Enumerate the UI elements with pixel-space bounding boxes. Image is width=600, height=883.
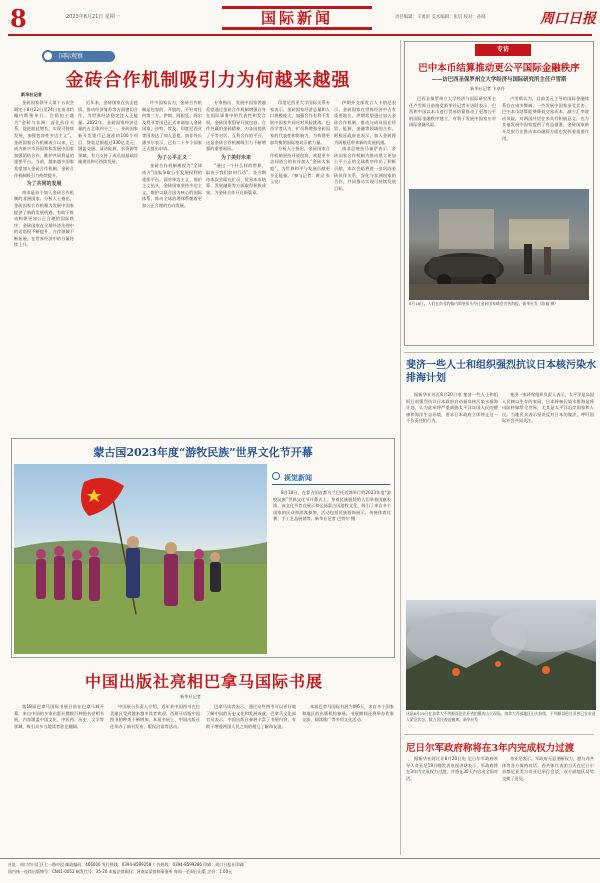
main-article-col-5 — [270, 100, 330, 435]
paragraph: 8月18日，在蒙古国首都乌兰巴托近郊举行的2023年度“游牧民族”世界文化节开幕式上，身着民族服装的人们举着国旗表演。该文化节旨在展示和弘扬蒙古国游牧文化，吸引了来自多个国家的民众和游客参加，活动包括民族服饰展示、传统体育比赛、手工艺品展销等。新华社记者 巴特尔 摄 — [273, 490, 391, 522]
festival-photo — [14, 464, 267, 654]
paragraph: 据新华社苏瓦8月20日电 斐济一些人士和组织日前强烈抗议日本政府启动福岛核污染水排海计划，认为此举将严重威胁太平洋岛国人民的健康和海洋生态环境，要求日本政府立即停止这一不负责任的行为。 — [406, 392, 498, 424]
visual-news-tag: 视觉新闻 — [284, 474, 312, 482]
visual-tag-underline — [272, 484, 390, 485]
festival-caption — [273, 490, 391, 650]
main-article-col-2 — [78, 100, 138, 435]
publishing-col-4 — [302, 704, 394, 854]
festival-photo-drawing — [14, 464, 267, 654]
paragraph: 斐济一家环保组织负责人表示，太平洋是岛国人民赖以生存的家园，日本将核污染水排海是将风险转嫁给全世界，尤其是太平洋沿岸国家和人民。当地民众表示坚决反对日本的做法，呼吁国际社会共同关注。 — [502, 392, 594, 424]
main-byline: 新华社记者 — [21, 92, 42, 97]
paragraph: 专家指出，发展中国家普遍希望通过金砖合作机制增强自身在国际事务中的代表性和发言权。金砖国家倡导开放包容、合作共赢的金砖精神，为各国提供了平等对话、互利合作的平台，这是金砖合作机制吸引力不断增强的重要原因。 — [206, 100, 266, 152]
eye-icon — [272, 472, 280, 480]
publishing-col-1 — [14, 704, 104, 854]
paragraph: 卢雪斯认为，目前美元主导的国际金融体系存在诸多弊端，一些发展中国家深受其害。巴中本币结算能够降低交易成本，减少汇率波动风险，对两国经贸往来具有积极意义，也为其他发展中国家提供了有益借鉴。金砖国家新开发银行在推动本币融资方面也发挥着重要作用。 — [502, 96, 589, 141]
issue-date: 2023年8月21日 星期一 — [66, 14, 120, 20]
footer-line-2: 国内统一连续出版物号：CN41-0052 邮发代号：35-20 本报法律顾问：河南某某律师事务所 每周一至周日出版 定价：1.00元 — [8, 868, 233, 874]
main-article-col-1 — [14, 100, 74, 435]
wildfire-photo-drawing — [406, 600, 596, 710]
wildfire-photo — [406, 600, 596, 710]
editor-credits: 责任编辑：辛勇滨 美术编辑：张培 校对：孙晓 — [395, 15, 486, 20]
page-number: 8 — [10, 4, 27, 33]
footer-line-1: 社址：周口市川汇区七一路中段 邮政编码：466000 发行热线：0394-8599258 广告热线：0394-8599286 印刷：周口日报社印刷厂 — [8, 862, 248, 867]
main-headline: 金砖合作机制吸引力为何越来越强 — [65, 70, 351, 91]
globe-icon — [42, 50, 54, 62]
section-divider — [404, 734, 594, 735]
publishing-headline: 中国出版社亮相巴拿马国际书展 — [84, 672, 323, 691]
paragraph: 许多国家认为，金砖合作机制是包容的、开放的，不针对任何第三方。伊朗、阿根廷、阿尔及利亚等国已正式申请加入金砖国家，沙特、埃及、印度尼西亚等国表达了加入意愿。南非外长潘多尔表示，已有二十多个国家正式提出申请。 — [142, 100, 202, 152]
niger-col-1 — [406, 756, 498, 854]
street-photo-caption: 8月18日，人们在南非约翰内斯堡街头经过金砖国家峰会宣传海报。新华社发（陈诚 摄） — [409, 301, 558, 306]
paragraph: 中国展台负责人介绍，近年来中国图书在拉美地区受到越来越多读者欢迎，西班牙语版中国图书的种类不断增加。本届书展上，中国出版社还举办了新书发布、版权洽谈等活动。 — [110, 704, 200, 729]
column-tag — [45, 51, 115, 62]
main-article-col-6 — [334, 100, 396, 435]
paragraph: 南非总统拉马福萨表示，金砖国家合作机制为推动建立更加公平公正的全球秩序作出了积极贡献，本次会晤将进一步巩固金砖伙伴关系，深化与非洲国家的合作，共同推动实现可持续发展目标。 — [334, 146, 396, 191]
subheading: 为了共同的发展 — [26, 181, 62, 188]
paragraph: 本届巴拿马国际书展为期6天，来自多个国家和地区的出版机构参展。书展期间还将举办作家交流、阅读推广等多项文化活动。 — [302, 704, 394, 723]
interview-headline: 巴中本币结算推动更公平国际金融秩序 — [418, 63, 580, 74]
interview-subheadline: ——访巴西圣保罗州立大学经济与国际研究所主任卢雪斯 — [431, 77, 567, 83]
subheading: 为了美好未来 — [220, 154, 251, 161]
paragraph: 第18届巴拿马国际书展日前在巴拿马城开幕，来自中国的多家出版社携数百种图书亮相书展，内容涵盖中国文化、中医药、历史、文学等领域，吸引众多当地读者驻足翻阅。 — [14, 704, 104, 729]
interview-byline: 新华社记者 卞卓丹 — [470, 86, 505, 91]
paragraph: 奇亚尼表示，军政府无意垄断权力，愿与西共体等各方保持对话。西共体代表团当天在尼日尔首都尼亚美与奇亚尼举行会谈，双方就地区局势交换了意见。 — [502, 756, 594, 781]
paragraph: 近年来，金砖国家在抗击疫情、推动经济复苏等方面密切合作，为世界经济稳定注入正能量。2022年，金砖国家经济总量约占全球四分之一。金砖国家新开发银行已批准约100个项目，贷款总额超过330亿美元，涵盖交通、清洁能源、水资源等领域，有力支持了成员国基础设施建设和可持续发展。 — [78, 100, 138, 165]
fiji-headline: 斐济一些人士和组织强烈抗议日本核污染水排海计划 — [406, 360, 596, 384]
page-footer — [0, 858, 600, 883]
paragraph: 据新华社阿比让8月20日电 尼日尔军政府领导人奇亚尼19日晚发表电视讲话表示，军政府将在3年内完成权力过渡，并将在30天内启动全国对话。 — [406, 756, 498, 781]
interview-col-1 — [409, 96, 496, 186]
section-divider — [404, 352, 594, 353]
main-article-col-3 — [142, 100, 202, 435]
paragraph: 南非是首个加入金砖合作机制的非洲国家。分析人士指出，金砖国家合作机制为发展中国家提供了新的发展机遇，有助于推动构建更加公正合理的国际秩序。金砖国家在全球经济治理中的话语权不断提升，合作领域不断拓展，在世界经济中的分量持续上升。 — [14, 189, 74, 248]
newspaper-logo: 周口日报 — [540, 11, 596, 27]
interview-col-2 — [502, 96, 589, 186]
paragraph: 金砖国家领导人第十五次会晤定于8月22日至24日在南非约翰内斯堡举行。会晤的主题为“金砖与非洲：深化伙伴关系，促进彼此增长，实现可持续发展，加强包容性多边主义”。金砖国家合作机制成立以来，已成为新兴市场国家和发展中国家加强团结合作、维护共同利益的重要平台。当前，越来越多国家希望加入金砖合作机制，金砖合作机制吸引力持续提升。 — [14, 100, 74, 178]
paragraph: 分析人士指出，金砖国家合作机制坚持开放包容，欢迎更多志同道合的伙伴加入“金砖大家庭”，为世界和平与发展贡献更多正能量。（参与记者：黄灵 张玉亮） — [270, 146, 330, 185]
main-article-col-4 — [206, 100, 266, 435]
subheading: 为了公平正义 — [156, 154, 187, 161]
masthead-rule — [8, 34, 592, 36]
paragraph: 金砖合作机制被视为“全球南方”国家争取公平发展权利的重要平台。面对单边主义、保护主义抬头，金砖国家坚持多边主义，维护以联合国为核心的国际体系，推动全球治理体系朝着更加公正合理的方向发展。 — [142, 163, 202, 208]
column-divider — [400, 40, 401, 855]
paragraph: “通过一个什么样的世界，取决于我们如何行动”。各方期待本次会晤在扩员、贸易本币结算、发展融资等方面取得积极成果，为金砖合作开启新篇章。 — [206, 163, 266, 195]
niger-headline: 尼日尔军政府称将在3年内完成权力过渡 — [406, 743, 575, 754]
fiji-col-2 — [502, 392, 594, 597]
paragraph: 巴西圣保罗州立大学经济与国际研究所主任卢雪斯日前接受新华社记者专访时表示，巴西和中国以本币进行贸易结算推动了更加公平的国际金融秩序建立，有利于发展中国家应对国际金融风险。 — [409, 96, 496, 128]
column-tag-label: 国际观察 — [59, 53, 84, 60]
niger-col-2 — [502, 756, 594, 854]
paragraph: 巴拿马读者表示，通过这些图书可以更好地了解中国的历史文化和发展成就。巴拿马文化部官员表示，中国出版社参展丰富了书展内容，有助于增进两国人民之间的相互了解和友谊。 — [206, 704, 296, 729]
paragraph: 伊朗外交部发言人卡纳尼表示，金砖国家在世界经济中占有重要地位，伊朗希望通过加入金砖合作机制，推动与成员国在经贸、能源、金融等领域的合作。阿根廷政府也表示，加入金砖将为阿根廷带来新的发展机遇。 — [334, 100, 396, 145]
wildfire-caption: 这是8月19日在加拿大不列颠哥伦比亚省拍摄的山火现场。加拿大西部地区山火持续，不列颠哥伦比亚省已宣布进入紧急状态，数万居民被迫撤离。新华社发 — [406, 711, 596, 722]
publishing-col-2 — [110, 704, 200, 854]
publishing-col-3 — [206, 704, 296, 854]
mongolia-headline: 蒙古国2023年度“游牧民族”世界文化节开幕 — [93, 446, 313, 459]
section-title: 国际新闻 — [222, 6, 372, 30]
interview-tag: 专访 — [475, 44, 531, 56]
brics-street-photo — [409, 189, 589, 300]
publishing-byline: 新华社记者 — [180, 694, 201, 699]
paragraph: 印度尼西亚大学国际关系专家表示，金砖国家经济总量和人口规模庞大，加强合作有利于发展中国家共同应对风险挑战。巴西学者认为，扩员将增强金砖国家的代表性和影响力，为构建更加均衡的国际格局贡献力量。 — [270, 100, 330, 145]
street-photo-drawing — [409, 189, 589, 300]
fiji-col-1 — [406, 392, 498, 597]
